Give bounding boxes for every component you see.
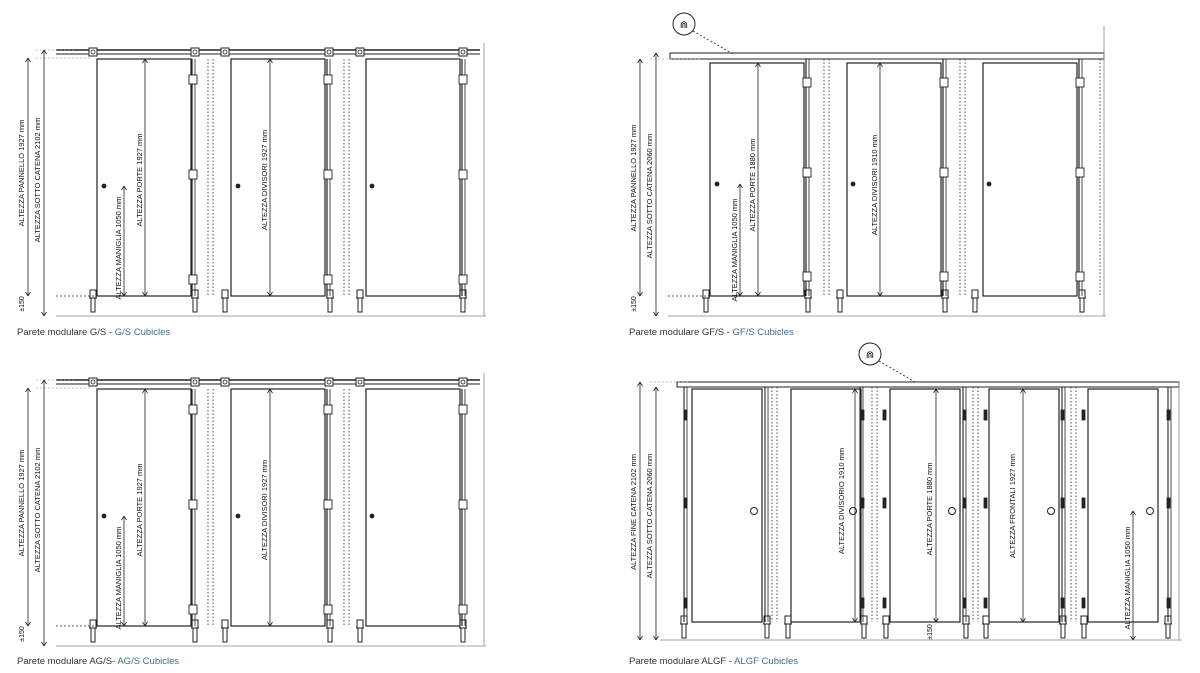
algf-label-foot: ±150: [927, 624, 934, 640]
algf-hinge-2-1: [883, 498, 886, 508]
gs-foot-5-leg: [461, 298, 465, 312]
ags-handle-0: [102, 514, 107, 519]
algf-head-rail: [677, 382, 1179, 387]
ags-foot-4-leg: [358, 628, 362, 642]
gfs-foot-0-base: [703, 290, 709, 298]
gfs-foot-2-leg: [838, 298, 842, 312]
caption-ags-it: Parete modulare AG/S: [17, 656, 113, 667]
gs-label-handle: ALTEZZA MANIGLIA 1050 mm: [114, 196, 123, 300]
algf-foot-1-leg: [765, 624, 769, 638]
caption-gs-it: Parete modulare G/S: [17, 327, 107, 338]
algf-hinge-4-1: [984, 498, 987, 508]
algf-hinge-3-2: [963, 598, 966, 608]
algf-callout-glyph: ⋒: [865, 350, 875, 361]
caption-gfs-it: Parete modulare GF/S: [629, 327, 725, 338]
algf-hinge-6-0: [1082, 410, 1085, 420]
gs-label-dividers: ALTEZZA DIVISORI 1927 mm: [260, 129, 269, 231]
gs-door-2: [231, 59, 325, 296]
algf-door-3: [989, 389, 1059, 622]
ags-label-doors: ALTEZZA PORTE 1927 mm: [135, 463, 144, 557]
gs-rail-bracket-2: [221, 48, 229, 56]
algf-handle-2: [949, 508, 956, 515]
ags-hinge-1-2: [324, 605, 332, 614]
gfs-hinge-1-0: [940, 78, 948, 87]
ags-rail-bracket-4: [356, 378, 364, 386]
ags-foot-5-leg: [461, 628, 465, 642]
gfs-handle-0: [715, 182, 720, 187]
gfs-handle-2: [987, 182, 992, 187]
gfs-hinge-1-2: [940, 272, 948, 281]
gfs-foot-4-leg: [973, 298, 977, 312]
gfs-handle-1: [851, 182, 856, 187]
gfs-door-2: [847, 63, 941, 296]
gfs-hinge-2-1: [1076, 168, 1084, 177]
gfs-foot-4-base: [972, 290, 978, 298]
gs-hinge-0-2: [189, 275, 197, 284]
algf-foot-4-base: [883, 616, 889, 624]
algf-label-outer2: ALTEZZA SOTTO CATENA 2060 mm: [645, 453, 654, 579]
algf-hinge-1-2: [861, 598, 864, 608]
gfs-hinge-0-1: [803, 168, 811, 177]
gs-hinge-0-0: [189, 75, 197, 84]
ags-foot-0-leg: [91, 628, 95, 642]
algf-foot-3-leg: [862, 624, 866, 638]
algf-hinge-0-1: [684, 498, 687, 508]
gfs-hinge-2-2: [1076, 272, 1084, 281]
algf-hinge-7-2: [1167, 598, 1170, 608]
ags-foot-1-leg: [193, 628, 197, 642]
ags-foot-2-leg: [223, 628, 227, 642]
ags-foot-3-leg: [328, 628, 332, 642]
ags-label-handle: ALTEZZA MANIGLIA 1050 mm: [114, 526, 123, 630]
caption-gfs: [629, 327, 794, 338]
gs-foot-2-leg: [223, 298, 227, 312]
ags-hinge-1-1: [324, 500, 332, 509]
gs-hinge-1-0: [324, 75, 332, 84]
algf-hinge-2-2: [883, 598, 886, 608]
ags-door-2: [231, 389, 325, 626]
gfs-foot-2-base: [837, 290, 843, 298]
ags-rail-bracket-2: [221, 378, 229, 386]
ags-hinge-0-1: [189, 500, 197, 509]
algf-hinge-1-0: [861, 410, 864, 420]
gfs-foot-5-leg: [1080, 298, 1084, 312]
algf-hinge-7-0: [1167, 410, 1170, 420]
caption-gfs-sep: -: [724, 327, 733, 338]
algf-hinge-3-0: [963, 410, 966, 420]
gfs-foot-0-leg: [704, 298, 708, 312]
algf-hinge-3-1: [963, 498, 966, 508]
gfs-label-doors: ALTEZZA PORTE 1880 mm: [748, 138, 757, 232]
ags-label-outer2: ALTEZZA SOTTO CATENA 2102 mm: [33, 447, 42, 573]
caption-ags-sep: -: [112, 656, 118, 667]
gfs-label-foot: ±150: [631, 296, 638, 312]
caption-algf: [629, 656, 798, 667]
ags-foot-4-base: [357, 620, 363, 628]
caption-ags-en: AG/S Cubicles: [117, 656, 180, 667]
gfs-door-3: [983, 63, 1077, 296]
gs-rail-bracket-0: [89, 48, 97, 56]
algf-label-doors: ALTEZZA PORTE 1880 mm: [925, 462, 934, 556]
algf-foot-6-leg: [984, 624, 988, 638]
algf-hinge-6-1: [1082, 498, 1085, 508]
gfs-door-1: [710, 63, 804, 296]
algf-hinge-1-1: [861, 498, 864, 508]
ags-rail-bracket-3: [325, 378, 333, 386]
gs-label-outer1: ALTEZZA PANNELLO 1927 mm: [17, 119, 26, 227]
ags-hinge-2-1: [459, 500, 467, 509]
ags-hinge-0-0: [189, 405, 197, 414]
ags-door-1: [97, 389, 191, 626]
ags-label-foot: ±150: [19, 626, 26, 642]
ags-handle-2: [370, 514, 375, 519]
gfs-foot-1-leg: [806, 298, 810, 312]
algf-foot-7-leg: [1061, 624, 1065, 638]
ags-label-outer1: ALTEZZA PANNELLO 1927 mm: [17, 449, 26, 557]
ags-hinge-2-2: [459, 605, 467, 614]
gfs-foot-3-leg: [943, 298, 947, 312]
gfs-callout-glyph: ⋒: [679, 20, 689, 31]
gs-foot-2-base: [222, 290, 228, 298]
ags-door-3: [366, 389, 460, 626]
gs-hinge-1-2: [324, 275, 332, 284]
algf-callout-leader: [879, 361, 915, 382]
gs-label-foot: ±150: [19, 296, 26, 312]
algf-hinge-7-1: [1167, 498, 1170, 508]
ags-rail-bracket-1: [191, 378, 199, 386]
gs-label-outer2: ALTEZZA SOTTO CATENA 2102 mm: [33, 117, 42, 243]
gfs-label-outer1: ALTEZZA PANNELLO 1927 mm: [629, 124, 638, 232]
algf-foot-4-leg: [884, 624, 888, 638]
gs-foot-4-leg: [358, 298, 362, 312]
caption-gs-sep: -: [106, 327, 115, 338]
gs-handle-1: [236, 184, 241, 189]
gs-hinge-0-1: [189, 170, 197, 179]
ags-handle-1: [236, 514, 241, 519]
caption-gfs-en: GF/S Cubicles: [732, 327, 794, 338]
gs-foot-1-leg: [193, 298, 197, 312]
algf-hinge-4-0: [984, 410, 987, 420]
ags-foot-2-base: [222, 620, 228, 628]
algf-hinge-6-2: [1082, 598, 1085, 608]
gs-foot-3-leg: [328, 298, 332, 312]
ags-rail-bracket-5: [459, 378, 467, 386]
gs-hinge-2-0: [459, 75, 467, 84]
algf-foot-8-base: [1081, 616, 1087, 624]
algf-foot-3-base: [861, 616, 867, 624]
gs-rail-bracket-5: [459, 48, 467, 56]
ags-hinge-0-2: [189, 605, 197, 614]
caption-gs-en: G/S Cubicles: [114, 327, 171, 338]
caption-ags: [17, 656, 179, 667]
algf-door-1: [791, 389, 861, 622]
algf-foot-9-leg: [1166, 624, 1170, 638]
gs-label-doors: ALTEZZA PORTE 1927 mm: [135, 133, 144, 227]
gfs-label-outer2: ALTEZZA SOTTO CATENA 2060 mm: [645, 133, 654, 259]
algf-door-0: [692, 389, 762, 622]
caption-algf-it: Parete modulare ALGF: [629, 656, 727, 667]
algf-handle-3: [1048, 508, 1055, 515]
algf-foot-0-leg: [682, 624, 686, 638]
gs-hinge-1-1: [324, 170, 332, 179]
gs-foot-4-base: [357, 290, 363, 298]
gfs-hinge-1-1: [940, 168, 948, 177]
algf-hinge-5-2: [1061, 598, 1064, 608]
gfs-label-handle: ALTEZZA MANIGLIA 1050 mm: [730, 198, 739, 302]
gs-foot-0-leg: [91, 298, 95, 312]
gs-rail-bracket-4: [356, 48, 364, 56]
ags-hinge-1-0: [324, 405, 332, 414]
algf-foot-8-leg: [1082, 624, 1086, 638]
gfs-hinge-0-2: [803, 272, 811, 281]
algf-label-fronts: ALTEZZA FRONTALI 1927 mm: [1008, 454, 1017, 558]
algf-hinge-4-2: [984, 598, 987, 608]
ags-hinge-2-0: [459, 405, 467, 414]
gs-hinge-2-1: [459, 170, 467, 179]
algf-handle-0: [751, 508, 758, 515]
gfs-head-rail: [670, 53, 1104, 59]
algf-handle-1: [850, 508, 857, 515]
gs-hinge-2-2: [459, 275, 467, 284]
gfs-hinge-2-0: [1076, 78, 1084, 87]
gs-rail-bracket-1: [191, 48, 199, 56]
gs-rail-bracket-3: [325, 48, 333, 56]
caption-algf-sep: -: [726, 656, 735, 667]
gs-handle-0: [102, 184, 107, 189]
algf-label-handle: ALTEZZA MANIGLIA 1050 mm: [1123, 526, 1132, 630]
ags-foot-0-base: [90, 620, 96, 628]
ags-rail-bracket-0: [89, 378, 97, 386]
gfs-hinge-0-0: [803, 78, 811, 87]
algf-hinge-5-0: [1061, 410, 1064, 420]
gs-handle-2: [370, 184, 375, 189]
algf-foot-2-base: [785, 616, 791, 624]
algf-label-dividers: ALTEZZA DIVISORIO 1910 mm: [837, 447, 846, 555]
algf-foot-6-base: [983, 616, 989, 624]
algf-hinge-0-0: [684, 410, 687, 420]
caption-algf-en: ALGF Cubicles: [734, 656, 798, 667]
gfs-callout-leader: [693, 31, 735, 55]
algf-label-outer1: ALTEZZA FINE CATENA 2102 mm: [629, 453, 638, 571]
algf-foot-2-leg: [786, 624, 790, 638]
algf-hinge-5-1: [1061, 498, 1064, 508]
ags-label-dividers: ALTEZZA DIVISORI 1927 mm: [260, 459, 269, 561]
caption-gs: [17, 327, 170, 338]
gs-foot-0-base: [90, 290, 96, 298]
algf-hinge-2-0: [883, 410, 886, 420]
gfs-label-dividers: ALTEZZA DIVISORI 1910 mm: [870, 134, 879, 236]
algf-foot-5-leg: [964, 624, 968, 638]
gs-door-1: [97, 59, 191, 296]
algf-handle-4: [1147, 508, 1154, 515]
gs-door-3: [366, 59, 460, 296]
algf-hinge-0-2: [684, 598, 687, 608]
